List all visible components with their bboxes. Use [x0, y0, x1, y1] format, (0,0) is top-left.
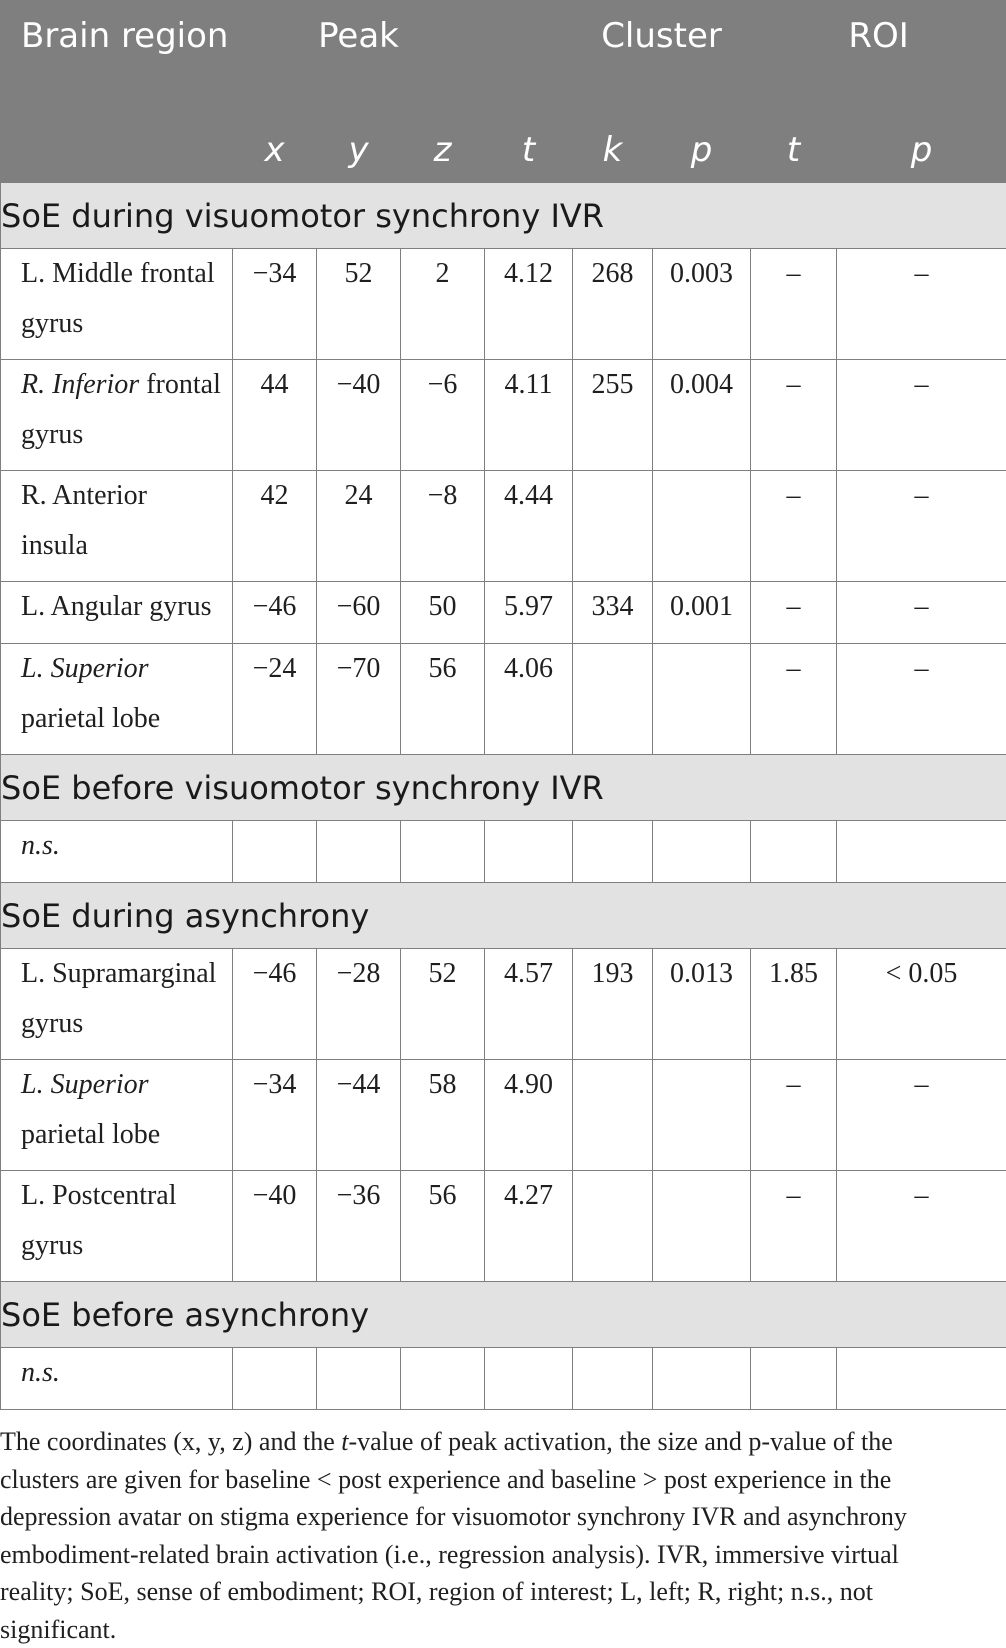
cell-z: −8 — [401, 471, 485, 582]
cell-y: −36 — [317, 1171, 401, 1282]
header-blank — [1, 117, 233, 183]
cell-p: 0.001 — [653, 582, 751, 644]
region-line-2: gyrus — [21, 1230, 84, 1261]
section-title: SoE during asynchrony — [1, 883, 1006, 949]
cell-p — [653, 1060, 751, 1171]
cell-roi-p: – — [837, 1171, 1006, 1282]
empty-cell — [317, 1348, 401, 1410]
cell-p: 0.004 — [653, 360, 751, 471]
empty-cell — [837, 821, 1006, 883]
cell-x: −46 — [233, 582, 317, 644]
caption-text-start: The coordinates (x, y, z) and the — [0, 1427, 342, 1456]
cell-t: 4.11 — [485, 360, 573, 471]
empty-cell — [233, 1348, 317, 1410]
cell-t: 5.97 — [485, 582, 573, 644]
table-row — [1, 360, 1006, 471]
cell-p — [653, 644, 751, 755]
header-k: k — [573, 117, 653, 183]
cell-t: 4.12 — [485, 249, 573, 360]
cell-y: −60 — [317, 582, 401, 644]
cell-roi-p: – — [837, 249, 1006, 360]
cell-p: 0.013 — [653, 949, 751, 1060]
region-line-1 — [21, 471, 232, 521]
cell-k: 334 — [573, 582, 653, 644]
cell-x: −34 — [233, 1060, 317, 1171]
table-row — [1, 644, 1006, 755]
header-brain-region: Brain region — [1, 1, 233, 117]
empty-cell — [401, 821, 485, 883]
header-peak-t-spacer — [485, 1, 573, 117]
table-caption — [0, 1423, 958, 1648]
cell-roi-t: – — [751, 360, 837, 471]
header-roi-t: t — [751, 117, 837, 183]
region-line-1 — [21, 582, 232, 632]
header-y: y — [317, 117, 401, 183]
cell-y: −44 — [317, 1060, 401, 1171]
cell-z: 52 — [401, 949, 485, 1060]
cell-k: 268 — [573, 249, 653, 360]
region-cell — [1, 949, 233, 1060]
region-cell — [1, 360, 233, 471]
region-cell — [1, 471, 233, 582]
empty-cell — [653, 1348, 751, 1410]
cell-t: 4.27 — [485, 1171, 573, 1282]
region-line-1 — [21, 249, 232, 299]
section-row — [1, 183, 1006, 249]
cell-z: −6 — [401, 360, 485, 471]
empty-cell — [573, 821, 653, 883]
cell-p: 0.003 — [653, 249, 751, 360]
header-t: t — [485, 117, 573, 183]
region-italic: L. Superior — [21, 653, 149, 684]
region-line-1 — [21, 360, 232, 410]
cell-x: −46 — [233, 949, 317, 1060]
header-roi-p: p — [837, 117, 1006, 183]
table-row — [1, 1060, 1006, 1171]
section-title: SoE before visuomotor synchrony IVR — [1, 755, 1006, 821]
cell-k: 255 — [573, 360, 653, 471]
cell-roi-p: – — [837, 360, 1006, 471]
table-row — [1, 582, 1006, 644]
region-cell — [1, 1171, 233, 1282]
cell-z: 56 — [401, 1171, 485, 1282]
table-row — [1, 949, 1006, 1060]
empty-cell — [751, 1348, 837, 1410]
cell-y: 52 — [317, 249, 401, 360]
cell-roi-p: – — [837, 582, 1006, 644]
region-text: L. Middle frontal — [21, 258, 215, 289]
section-row — [1, 883, 1006, 949]
section-row — [1, 1282, 1006, 1348]
region-text: frontal — [139, 369, 221, 400]
empty-cell — [573, 1348, 653, 1410]
region-cell — [1, 644, 233, 755]
cell-roi-t: – — [751, 471, 837, 582]
cell-z: 50 — [401, 582, 485, 644]
cell-y: −28 — [317, 949, 401, 1060]
cell-roi-p: – — [837, 644, 1006, 755]
empty-cell — [485, 821, 573, 883]
region-cell: n.s. — [1, 1348, 233, 1410]
empty-cell — [751, 821, 837, 883]
cell-t: 4.57 — [485, 949, 573, 1060]
cell-roi-t: – — [751, 582, 837, 644]
table-row — [1, 1348, 1006, 1410]
cell-x: −40 — [233, 1171, 317, 1282]
header-peak: Peak — [233, 1, 485, 117]
cell-t: 4.90 — [485, 1060, 573, 1171]
header-row-variables — [1, 117, 1006, 183]
cell-x: −24 — [233, 644, 317, 755]
cell-k — [573, 1171, 653, 1282]
cell-y: −40 — [317, 360, 401, 471]
region-line-1 — [21, 644, 232, 694]
cell-x: 44 — [233, 360, 317, 471]
region-italic: R. Inferior — [21, 369, 140, 400]
header-cluster: Cluster — [573, 1, 751, 117]
cell-roi-t: – — [751, 1060, 837, 1171]
cell-roi-t: – — [751, 1171, 837, 1282]
empty-cell — [317, 821, 401, 883]
cell-z: 56 — [401, 644, 485, 755]
region-line-2: gyrus — [21, 419, 84, 450]
region-line-2: gyrus — [21, 308, 84, 339]
header-z: z — [401, 117, 485, 183]
cell-roi-t: – — [751, 249, 837, 360]
table-row — [1, 1171, 1006, 1282]
region-line-2: parietal lobe — [21, 703, 161, 734]
cell-k: 193 — [573, 949, 653, 1060]
header-x: x — [233, 117, 317, 183]
cell-t: 4.06 — [485, 644, 573, 755]
cell-k — [573, 1060, 653, 1171]
empty-cell — [485, 1348, 573, 1410]
cell-roi-t: – — [751, 644, 837, 755]
empty-cell — [653, 821, 751, 883]
region-cell — [1, 249, 233, 360]
header-p: p — [653, 117, 751, 183]
region-cell — [1, 582, 233, 644]
region-text: R. Anterior — [21, 480, 147, 511]
cell-x: −34 — [233, 249, 317, 360]
cell-t: 4.44 — [485, 471, 573, 582]
caption-text-rest: -value of peak activation, the size and p-value of the clusters are given for baseline < post experience and baseline > post experience in the depression avatar on stigma experience for visuomotor synchrony IVR and asynchrony embodiment-related brain activation (i.e., regression analysis). IVR, immersive virtual reality; SoE, sense of embodiment; ROI, region of interest; L, left; R, right; n.s., not significant. — [0, 1427, 907, 1644]
region-line-2: insula — [21, 530, 88, 561]
header-roi: ROI — [751, 1, 1006, 117]
region-cell — [1, 1060, 233, 1171]
cell-roi-p: – — [837, 1060, 1006, 1171]
section-title: SoE before asynchrony — [1, 1282, 1006, 1348]
cell-p — [653, 471, 751, 582]
region-text: L. Supramarginal — [21, 958, 217, 989]
section-row — [1, 755, 1006, 821]
region-line-2: gyrus — [21, 1008, 84, 1039]
cell-k — [573, 644, 653, 755]
cell-roi-t: 1.85 — [751, 949, 837, 1060]
cell-y: −70 — [317, 644, 401, 755]
table-row — [1, 249, 1006, 360]
cell-y: 24 — [317, 471, 401, 582]
cell-k — [573, 471, 653, 582]
region-line-2: parietal lobe — [21, 1119, 161, 1150]
region-cell: n.s. — [1, 821, 233, 883]
table-row — [1, 471, 1006, 582]
cell-roi-p: – — [837, 471, 1006, 582]
empty-cell — [233, 821, 317, 883]
region-italic: L. Superior — [21, 1069, 149, 1100]
caption-t-italic: t — [341, 1427, 349, 1456]
cell-z: 2 — [401, 249, 485, 360]
section-title: SoE during visuomotor synchrony IVR — [1, 183, 1006, 249]
region-line-1 — [21, 1171, 232, 1221]
region-line-1 — [21, 1060, 232, 1110]
cell-x: 42 — [233, 471, 317, 582]
region-text: L. Angular gyrus — [21, 591, 212, 622]
region-line-1 — [21, 949, 232, 999]
cell-z: 58 — [401, 1060, 485, 1171]
header-row-groups — [1, 1, 1006, 117]
cell-p — [653, 1171, 751, 1282]
table-row — [1, 821, 1006, 883]
empty-cell — [837, 1348, 1006, 1410]
cell-roi-p: < 0.05 — [837, 949, 1006, 1060]
empty-cell — [401, 1348, 485, 1410]
region-text: L. Postcentral — [21, 1180, 177, 1211]
